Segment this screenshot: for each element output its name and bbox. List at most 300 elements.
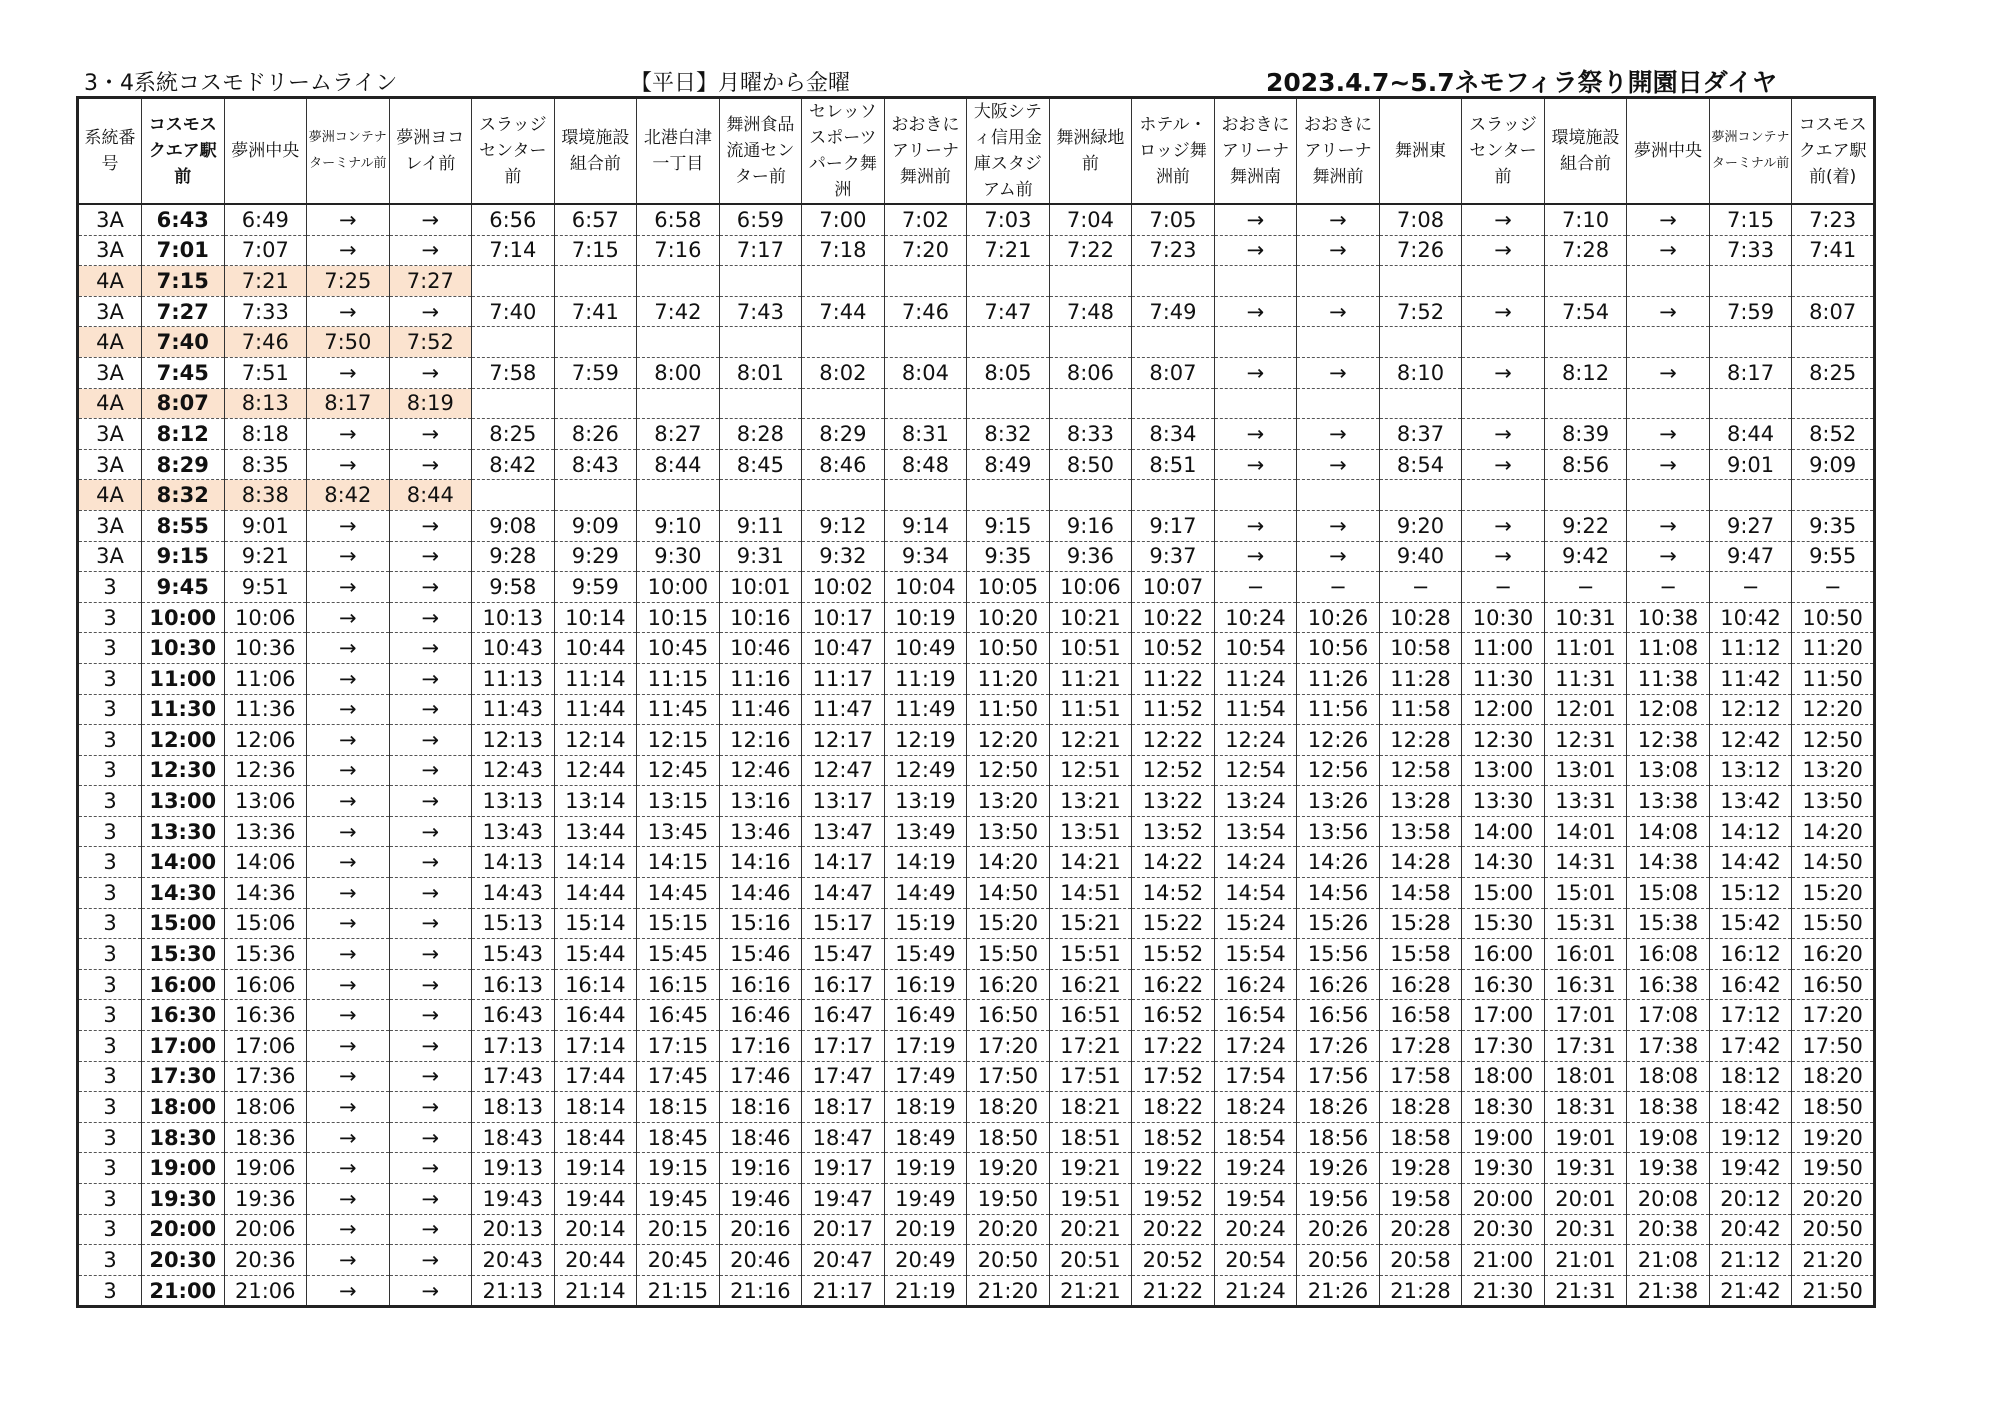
time-cell	[1297, 480, 1380, 511]
time-cell: 10:00	[637, 572, 720, 603]
time-cell: 16:20	[1792, 939, 1875, 970]
time-cell: 15:26	[1297, 908, 1380, 939]
time-cell: →	[389, 939, 472, 970]
time-cell: 21:42	[1709, 1275, 1792, 1307]
time-cell: →	[1627, 419, 1710, 450]
time-cell: 7:33	[1709, 235, 1792, 266]
time-cell: 19:00	[1462, 1122, 1545, 1153]
time-cell: 7:47	[967, 296, 1050, 327]
time-cell: →	[389, 663, 472, 694]
timetable-row	[78, 939, 1875, 970]
time-cell: 15:44	[554, 939, 637, 970]
time-cell: 9:59	[554, 572, 637, 603]
time-cell: 7:10	[1544, 204, 1627, 235]
time-cell: 8:56	[1544, 449, 1627, 480]
time-cell: 14:21	[1049, 847, 1132, 878]
time-cell: →	[389, 510, 472, 541]
time-cell: 6:58	[637, 204, 720, 235]
time-cell: 7:46	[224, 327, 307, 358]
time-cell	[802, 480, 885, 511]
time-cell: 9:12	[802, 510, 885, 541]
time-cell: 12:13	[472, 725, 555, 756]
time-cell	[1132, 266, 1215, 297]
time-cell: 20:38	[1627, 1214, 1710, 1245]
time-cell: 11:43	[472, 694, 555, 725]
time-cell: 11:06	[224, 663, 307, 694]
time-cell: 8:10	[1379, 357, 1462, 388]
time-cell: 11:16	[719, 663, 802, 694]
time-cell: 9:35	[967, 541, 1050, 572]
timetable-row	[78, 204, 1875, 235]
time-cell: 18:54	[1214, 1122, 1297, 1153]
time-cell	[1049, 388, 1132, 419]
timetable-row	[78, 725, 1875, 756]
time-cell: 10:28	[1379, 602, 1462, 633]
time-cell: 15:46	[719, 939, 802, 970]
time-cell: 14:38	[1627, 847, 1710, 878]
time-cell: 20:30	[1462, 1214, 1545, 1245]
time-cell: 7:05	[1132, 204, 1215, 235]
time-cell	[719, 388, 802, 419]
time-cell: 17:43	[472, 1061, 555, 1092]
time-cell: 20:44	[554, 1245, 637, 1276]
time-cell: 20:00	[142, 1214, 225, 1245]
time-cell: 19:24	[1214, 1153, 1297, 1184]
time-cell: 15:14	[554, 908, 637, 939]
time-cell: →	[307, 1153, 390, 1184]
time-cell	[1627, 480, 1710, 511]
time-cell: →	[389, 1214, 472, 1245]
time-cell: →	[307, 204, 390, 235]
time-cell: 11:12	[1709, 633, 1792, 664]
time-cell	[1379, 266, 1462, 297]
time-cell: 7:28	[1544, 235, 1627, 266]
time-cell: 8:17	[307, 388, 390, 419]
time-cell: 10:01	[719, 572, 802, 603]
time-cell: →	[307, 694, 390, 725]
time-cell: 13:00	[142, 786, 225, 817]
time-cell: 8:17	[1709, 357, 1792, 388]
time-cell: 8:32	[142, 480, 225, 511]
time-cell: →	[1214, 235, 1297, 266]
time-cell	[1132, 327, 1215, 358]
time-cell: 15:13	[472, 908, 555, 939]
time-cell: 20:58	[1379, 1245, 1462, 1276]
timetable-row	[78, 1031, 1875, 1062]
time-cell: →	[1297, 419, 1380, 450]
time-cell: 11:24	[1214, 663, 1297, 694]
time-cell: 19:06	[224, 1153, 307, 1184]
service-days: 【平日】月曜から金曜	[630, 71, 851, 96]
time-cell: 9:15	[142, 541, 225, 572]
time-cell: 19:45	[637, 1184, 720, 1215]
time-cell: 10:52	[1132, 633, 1215, 664]
time-cell: 12:42	[1709, 725, 1792, 756]
time-cell: 7:40	[472, 296, 555, 327]
time-cell: →	[1297, 235, 1380, 266]
time-cell: →	[1214, 357, 1297, 388]
time-cell: 16:30	[1462, 969, 1545, 1000]
time-cell: 15:52	[1132, 939, 1215, 970]
time-cell: 9:42	[1544, 541, 1627, 572]
time-cell: 16:54	[1214, 1000, 1297, 1031]
time-cell: 12:08	[1627, 694, 1710, 725]
time-cell: 11:44	[554, 694, 637, 725]
time-cell: 17:47	[802, 1061, 885, 1092]
time-cell: →	[389, 725, 472, 756]
time-cell: 10:24	[1214, 602, 1297, 633]
time-cell: 16:42	[1709, 969, 1792, 1000]
time-cell: 8:44	[389, 480, 472, 511]
time-cell	[1297, 388, 1380, 419]
time-cell: 6:49	[224, 204, 307, 235]
time-cell: 15:45	[637, 939, 720, 970]
time-cell: 15:36	[224, 939, 307, 970]
time-cell: 20:13	[472, 1214, 555, 1245]
time-cell: 19:21	[1049, 1153, 1132, 1184]
time-cell: 18:30	[142, 1122, 225, 1153]
time-cell: 17:20	[967, 1031, 1050, 1062]
time-cell: 19:16	[719, 1153, 802, 1184]
time-cell: 21:22	[1132, 1275, 1215, 1307]
time-cell: 10:04	[884, 572, 967, 603]
time-cell: 15:01	[1544, 878, 1627, 909]
time-cell	[1379, 480, 1462, 511]
time-cell: 16:31	[1544, 969, 1627, 1000]
time-cell: →	[307, 1184, 390, 1215]
time-cell: 18:16	[719, 1092, 802, 1123]
time-cell: →	[389, 204, 472, 235]
system-number-cell: 3	[78, 847, 142, 878]
column-header-stop: おおきにアリーナ舞洲前	[1297, 98, 1380, 205]
time-cell: 16:24	[1214, 969, 1297, 1000]
time-cell: 8:00	[637, 357, 720, 388]
time-cell: →	[389, 908, 472, 939]
time-cell: 7:44	[802, 296, 885, 327]
time-cell: 8:12	[142, 419, 225, 450]
time-cell: 15:31	[1544, 908, 1627, 939]
time-cell: −	[1462, 572, 1545, 603]
time-cell: 16:52	[1132, 1000, 1215, 1031]
time-cell: 14:19	[884, 847, 967, 878]
time-cell: −	[1709, 572, 1792, 603]
time-cell	[1049, 327, 1132, 358]
time-cell: →	[307, 939, 390, 970]
timetable-row	[78, 419, 1875, 450]
time-cell: 8:35	[224, 449, 307, 480]
time-cell: 13:30	[1462, 786, 1545, 817]
time-cell: 13:15	[637, 786, 720, 817]
time-cell: 7:45	[142, 357, 225, 388]
time-cell: 15:42	[1709, 908, 1792, 939]
time-cell: 17:38	[1627, 1031, 1710, 1062]
time-cell: 10:50	[1792, 602, 1875, 633]
time-cell: →	[307, 663, 390, 694]
time-cell: 10:26	[1297, 602, 1380, 633]
time-cell: →	[1627, 204, 1710, 235]
timetable-row	[78, 572, 1875, 603]
time-cell: 17:28	[1379, 1031, 1462, 1062]
time-cell: →	[389, 1122, 472, 1153]
time-cell: 11:15	[637, 663, 720, 694]
time-cell: 15:50	[967, 939, 1050, 970]
time-cell: 15:12	[1709, 878, 1792, 909]
time-cell: 19:13	[472, 1153, 555, 1184]
time-cell: →	[389, 878, 472, 909]
time-cell: 13:00	[1462, 755, 1545, 786]
timetable-row	[78, 1000, 1875, 1031]
time-cell: →	[307, 908, 390, 939]
time-cell: 10:17	[802, 602, 885, 633]
time-cell: 10:43	[472, 633, 555, 664]
time-cell: 21:28	[1379, 1275, 1462, 1307]
time-cell: 12:45	[637, 755, 720, 786]
time-cell: 8:49	[967, 449, 1050, 480]
time-cell: 15:19	[884, 908, 967, 939]
time-cell: 15:58	[1379, 939, 1462, 970]
time-cell	[472, 388, 555, 419]
time-cell: 14:14	[554, 847, 637, 878]
time-cell: 12:16	[719, 725, 802, 756]
time-cell: 13:17	[802, 786, 885, 817]
time-cell: →	[389, 1000, 472, 1031]
time-cell: 7:21	[967, 235, 1050, 266]
time-cell: 8:25	[1792, 357, 1875, 388]
time-cell: 12:44	[554, 755, 637, 786]
time-cell: 14:20	[967, 847, 1050, 878]
time-cell: 12:20	[1792, 694, 1875, 725]
time-cell: 19:28	[1379, 1153, 1462, 1184]
time-cell: 14:13	[472, 847, 555, 878]
time-cell: 12:22	[1132, 725, 1215, 756]
time-cell	[554, 480, 637, 511]
time-cell	[719, 480, 802, 511]
time-cell: →	[1297, 510, 1380, 541]
time-cell	[637, 480, 720, 511]
time-cell: 10:58	[1379, 633, 1462, 664]
time-cell: 13:13	[472, 786, 555, 817]
system-number-cell: 3	[78, 1092, 142, 1123]
column-header-stop: おおきにアリーナ舞洲南	[1214, 98, 1297, 205]
time-cell: →	[389, 296, 472, 327]
time-cell: 18:26	[1297, 1092, 1380, 1123]
time-cell: 11:50	[967, 694, 1050, 725]
time-cell: 9:21	[224, 541, 307, 572]
time-cell: 14:56	[1297, 878, 1380, 909]
time-cell: 13:50	[1792, 786, 1875, 817]
system-number-cell: 3	[78, 786, 142, 817]
system-number-cell: 3A	[78, 204, 142, 235]
timetable-row	[78, 969, 1875, 1000]
time-cell: 10:06	[1049, 572, 1132, 603]
time-cell	[1792, 327, 1875, 358]
time-cell: 20:22	[1132, 1214, 1215, 1245]
timetable-row	[78, 266, 1875, 297]
time-cell: 18:58	[1379, 1122, 1462, 1153]
time-cell: 9:58	[472, 572, 555, 603]
time-cell: 7:54	[1544, 296, 1627, 327]
time-cell: →	[1214, 541, 1297, 572]
time-cell: 21:17	[802, 1275, 885, 1307]
time-cell: 7:25	[307, 266, 390, 297]
time-cell: 12:38	[1627, 725, 1710, 756]
time-cell: 15:06	[224, 908, 307, 939]
time-cell: 17:50	[967, 1061, 1050, 1092]
time-cell: 14:24	[1214, 847, 1297, 878]
time-cell: 11:46	[719, 694, 802, 725]
time-cell: 10:47	[802, 633, 885, 664]
time-cell: 20:17	[802, 1214, 885, 1245]
time-cell: 9:31	[719, 541, 802, 572]
time-cell: 14:26	[1297, 847, 1380, 878]
time-cell: 8:06	[1049, 357, 1132, 388]
time-cell: 7:59	[1709, 296, 1792, 327]
time-cell: 19:46	[719, 1184, 802, 1215]
time-cell: 15:21	[1049, 908, 1132, 939]
time-cell: 15:43	[472, 939, 555, 970]
time-cell: 12:51	[1049, 755, 1132, 786]
system-number-cell: 3	[78, 1184, 142, 1215]
timetable-row	[78, 510, 1875, 541]
time-cell: 7:52	[1379, 296, 1462, 327]
time-cell: 21:20	[967, 1275, 1050, 1307]
time-cell: 15:22	[1132, 908, 1215, 939]
time-cell: 8:45	[719, 449, 802, 480]
time-cell: 14:31	[1544, 847, 1627, 878]
time-cell: 7:15	[1709, 204, 1792, 235]
time-cell: 19:15	[637, 1153, 720, 1184]
time-cell: 13:38	[1627, 786, 1710, 817]
time-cell: 9:55	[1792, 541, 1875, 572]
time-cell: 8:39	[1544, 419, 1627, 450]
time-cell: →	[389, 816, 472, 847]
time-cell: →	[389, 786, 472, 817]
time-cell: 7:27	[142, 296, 225, 327]
time-cell: 19:14	[554, 1153, 637, 1184]
time-cell: 18:20	[967, 1092, 1050, 1123]
time-cell: 14:20	[1792, 816, 1875, 847]
time-cell: 12:12	[1709, 694, 1792, 725]
time-cell: 12:50	[967, 755, 1050, 786]
time-cell: 11:26	[1297, 663, 1380, 694]
time-cell: 17:06	[224, 1031, 307, 1062]
time-cell: 11:54	[1214, 694, 1297, 725]
time-cell: 19:58	[1379, 1184, 1462, 1215]
time-cell: 19:50	[967, 1184, 1050, 1215]
time-cell: 12:43	[472, 755, 555, 786]
time-cell: 17:13	[472, 1031, 555, 1062]
time-cell: 19:22	[1132, 1153, 1215, 1184]
time-cell: 18:24	[1214, 1092, 1297, 1123]
time-cell: 14:06	[224, 847, 307, 878]
time-cell: 21:19	[884, 1275, 967, 1307]
system-number-cell: 3	[78, 694, 142, 725]
time-cell: 15:00	[1462, 878, 1545, 909]
time-cell: →	[307, 572, 390, 603]
time-cell: 17:22	[1132, 1031, 1215, 1062]
system-number-cell: 3	[78, 1061, 142, 1092]
time-cell: 8:25	[472, 419, 555, 450]
column-header-stop: 大阪シティ信用金庫スタジアム前	[967, 98, 1050, 205]
time-cell: →	[389, 1092, 472, 1123]
system-number-cell: 3	[78, 725, 142, 756]
system-number-cell: 3A	[78, 449, 142, 480]
time-cell: 17:31	[1544, 1031, 1627, 1062]
route-name: 3・4系統コスモドリームライン	[84, 71, 398, 96]
time-cell: →	[1297, 449, 1380, 480]
time-cell: 9:47	[1709, 541, 1792, 572]
time-cell: →	[389, 1153, 472, 1184]
time-cell	[1709, 327, 1792, 358]
time-cell	[1462, 327, 1545, 358]
system-number-cell: 3A	[78, 510, 142, 541]
time-cell: 14:22	[1132, 847, 1215, 878]
time-cell: 13:31	[1544, 786, 1627, 817]
time-cell: 16:43	[472, 1000, 555, 1031]
time-cell	[1709, 388, 1792, 419]
time-cell: 10:38	[1627, 602, 1710, 633]
timetable-row	[78, 1092, 1875, 1123]
time-cell: 13:21	[1049, 786, 1132, 817]
time-cell: 15:30	[1462, 908, 1545, 939]
time-cell: 15:49	[884, 939, 967, 970]
time-cell: 11:20	[1792, 633, 1875, 664]
time-cell: 11:52	[1132, 694, 1215, 725]
time-cell: 10:21	[1049, 602, 1132, 633]
time-cell: 10:30	[142, 633, 225, 664]
time-cell: 11:00	[142, 663, 225, 694]
time-cell: 10:51	[1049, 633, 1132, 664]
time-cell	[472, 266, 555, 297]
time-cell: 16:01	[1544, 939, 1627, 970]
time-cell: 7:48	[1049, 296, 1132, 327]
time-cell: 14:00	[142, 847, 225, 878]
time-cell: 13:12	[1709, 755, 1792, 786]
time-cell: 18:44	[554, 1122, 637, 1153]
time-cell: 20:52	[1132, 1245, 1215, 1276]
time-cell: 17:50	[1792, 1031, 1875, 1062]
time-cell: 6:59	[719, 204, 802, 235]
time-cell	[1627, 327, 1710, 358]
time-cell: 8:04	[884, 357, 967, 388]
time-cell: →	[307, 847, 390, 878]
time-cell: 8:43	[554, 449, 637, 480]
time-cell: 17:56	[1297, 1061, 1380, 1092]
timetable	[76, 96, 1876, 1308]
time-cell: 11:31	[1544, 663, 1627, 694]
timetable-row	[78, 694, 1875, 725]
time-cell: →	[1297, 296, 1380, 327]
timetable-row	[78, 602, 1875, 633]
time-cell: 10:30	[1462, 602, 1545, 633]
time-cell: 15:47	[802, 939, 885, 970]
time-cell: 8:26	[554, 419, 637, 450]
time-cell: 16:49	[884, 1000, 967, 1031]
time-cell: 13:26	[1297, 786, 1380, 817]
time-cell: →	[307, 725, 390, 756]
system-number-cell: 3	[78, 1245, 142, 1276]
time-cell: 9:40	[1379, 541, 1462, 572]
time-cell: 8:07	[1792, 296, 1875, 327]
system-number-cell: 3	[78, 755, 142, 786]
time-cell: 20:36	[224, 1245, 307, 1276]
time-cell: 19:52	[1132, 1184, 1215, 1215]
time-cell: →	[389, 541, 472, 572]
time-cell: 16:15	[637, 969, 720, 1000]
time-cell: 15:28	[1379, 908, 1462, 939]
time-cell: 10:46	[719, 633, 802, 664]
time-cell: 12:56	[1297, 755, 1380, 786]
